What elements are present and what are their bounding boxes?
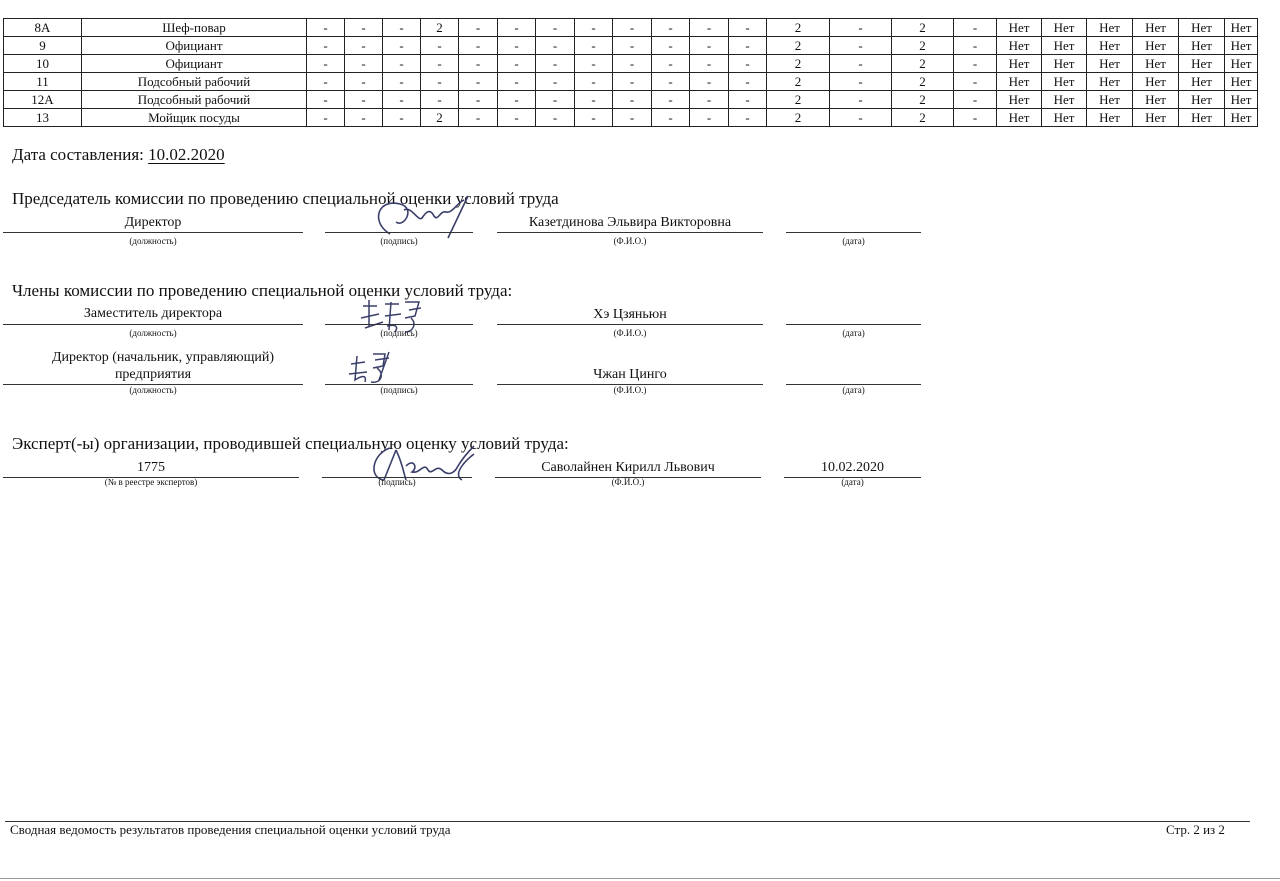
compile-date bbox=[12, 145, 225, 165]
member1-position-line bbox=[3, 324, 303, 325]
table-cell: - bbox=[729, 109, 767, 127]
footer-page-number: Стр. 2 из 2 bbox=[1166, 822, 1225, 837]
member1-date-caption: (дата) bbox=[842, 328, 865, 338]
chairman-name-caption: (Ф.И.О.) bbox=[613, 236, 647, 246]
table-cell: 2 bbox=[767, 109, 830, 127]
table-cell: Нет bbox=[1179, 55, 1225, 73]
table-cell: - bbox=[613, 55, 652, 73]
row-id-cell: 13 bbox=[4, 109, 82, 127]
table-cell: - bbox=[536, 91, 575, 109]
table-cell: - bbox=[459, 109, 498, 127]
table-cell: 2 bbox=[892, 55, 954, 73]
table-cell: - bbox=[613, 37, 652, 55]
row-id-cell: 11 bbox=[4, 73, 82, 91]
table-cell: - bbox=[421, 37, 459, 55]
table-cell: - bbox=[345, 109, 383, 127]
table-cell: Нет bbox=[1225, 19, 1258, 37]
member2-position-line2: предприятия bbox=[114, 367, 192, 382]
table-cell: - bbox=[498, 19, 536, 37]
table-cell: - bbox=[498, 37, 536, 55]
expert-date: 10.02.2020 bbox=[821, 460, 884, 475]
table-cell: - bbox=[498, 91, 536, 109]
table-cell: Нет bbox=[997, 37, 1042, 55]
table-cell: - bbox=[459, 91, 498, 109]
table-cell: - bbox=[954, 37, 997, 55]
table-cell: Нет bbox=[1225, 73, 1258, 91]
expert-registry-caption: (№ в реестре экспертов) bbox=[104, 477, 198, 487]
table-cell: - bbox=[690, 37, 729, 55]
chairman-name: Казетдинова Эльвира Викторовна bbox=[528, 215, 732, 230]
table-cell: Нет bbox=[1042, 19, 1087, 37]
table-cell: - bbox=[459, 55, 498, 73]
chairman-signature-line bbox=[325, 232, 473, 233]
table-cell: - bbox=[307, 109, 345, 127]
table-cell: - bbox=[652, 19, 690, 37]
table-cell: - bbox=[954, 73, 997, 91]
member2-name-caption: (Ф.И.О.) bbox=[613, 385, 647, 395]
table-cell: - bbox=[459, 73, 498, 91]
table-cell: - bbox=[307, 37, 345, 55]
table-cell: - bbox=[652, 37, 690, 55]
expert-heading: Эксперт(-ы) организации, проводившей специальную оценку условий труда: bbox=[12, 434, 569, 453]
table-cell: 2 bbox=[892, 37, 954, 55]
chairman-position: Директор bbox=[124, 215, 182, 230]
row-id-cell: 9 bbox=[4, 37, 82, 55]
expert-date-caption: (дата) bbox=[841, 477, 864, 487]
table-cell: Нет bbox=[997, 19, 1042, 37]
table-cell: - bbox=[421, 91, 459, 109]
table-row bbox=[4, 19, 1258, 37]
table-cell: Нет bbox=[997, 55, 1042, 73]
table-cell: - bbox=[307, 19, 345, 37]
table-cell: - bbox=[421, 55, 459, 73]
table-cell: Нет bbox=[1087, 91, 1133, 109]
table-cell: - bbox=[830, 73, 892, 91]
table-cell: - bbox=[383, 73, 421, 91]
table-cell: - bbox=[954, 19, 997, 37]
members-heading: Члены комиссии по проведению специальной оценки условий труда: bbox=[12, 281, 513, 300]
table-cell: - bbox=[307, 91, 345, 109]
table-cell: - bbox=[830, 55, 892, 73]
table-cell: - bbox=[652, 91, 690, 109]
table-cell: - bbox=[830, 109, 892, 127]
table-cell: - bbox=[307, 55, 345, 73]
table-cell: Нет bbox=[1133, 91, 1179, 109]
table-cell: - bbox=[575, 73, 613, 91]
table-cell: Нет bbox=[1087, 55, 1133, 73]
table-cell: - bbox=[690, 109, 729, 127]
chairman-heading: Председатель комиссии по проведению специальной оценки условий труда bbox=[12, 189, 559, 208]
table-cell: - bbox=[613, 109, 652, 127]
table-cell: - bbox=[954, 91, 997, 109]
workplace-name-cell: Шеф-повар bbox=[82, 19, 307, 37]
expert-name: Саволайнен Кирилл Львович bbox=[541, 460, 715, 475]
table-cell: - bbox=[575, 19, 613, 37]
workplace-name-cell: Официант bbox=[82, 37, 307, 55]
table-cell: - bbox=[652, 109, 690, 127]
table-row bbox=[4, 73, 1258, 91]
table-cell: 2 bbox=[892, 91, 954, 109]
table-cell: - bbox=[652, 73, 690, 91]
chairman-signature-caption: (подпись) bbox=[380, 236, 418, 246]
member2-signature bbox=[345, 350, 415, 386]
table-cell: Нет bbox=[997, 73, 1042, 91]
compile-date-label: Дата составления: bbox=[12, 145, 144, 164]
page-bottom-edge bbox=[0, 878, 1280, 879]
member1-signature-caption: (подпись) bbox=[380, 328, 418, 338]
table-cell: - bbox=[383, 37, 421, 55]
table-cell: - bbox=[536, 73, 575, 91]
table-cell: - bbox=[345, 55, 383, 73]
table-cell: - bbox=[307, 73, 345, 91]
table-cell: - bbox=[383, 19, 421, 37]
table-row bbox=[4, 37, 1258, 55]
table-cell: - bbox=[830, 37, 892, 55]
table-cell: - bbox=[345, 19, 383, 37]
table-cell: Нет bbox=[1225, 91, 1258, 109]
table-cell: - bbox=[954, 109, 997, 127]
table-cell: - bbox=[690, 73, 729, 91]
table-cell: - bbox=[459, 19, 498, 37]
table-cell: 2 bbox=[892, 73, 954, 91]
table-cell: Нет bbox=[1042, 91, 1087, 109]
chairman-position-line bbox=[3, 232, 303, 233]
table-cell: - bbox=[690, 19, 729, 37]
table-cell: Нет bbox=[1133, 19, 1179, 37]
table-cell: - bbox=[536, 109, 575, 127]
table-cell: Нет bbox=[1087, 73, 1133, 91]
table-cell: 2 bbox=[767, 37, 830, 55]
table-cell: - bbox=[575, 109, 613, 127]
workplace-name-cell: Подсобный рабочий bbox=[82, 73, 307, 91]
table-cell: 2 bbox=[892, 109, 954, 127]
table-cell: - bbox=[536, 37, 575, 55]
footer-title: Сводная ведомость результатов проведения специальной оценки условий труда bbox=[10, 822, 451, 837]
table-cell: - bbox=[498, 55, 536, 73]
table-row bbox=[4, 109, 1258, 127]
chairman-name-line bbox=[497, 232, 763, 233]
table-cell: - bbox=[345, 37, 383, 55]
table-cell: Нет bbox=[1179, 19, 1225, 37]
table-cell: - bbox=[954, 55, 997, 73]
row-id-cell: 10 bbox=[4, 55, 82, 73]
row-id-cell: 12А bbox=[4, 91, 82, 109]
table-cell: 2 bbox=[767, 91, 830, 109]
member1-name-caption: (Ф.И.О.) bbox=[613, 328, 647, 338]
table-cell: - bbox=[729, 37, 767, 55]
table-row bbox=[4, 91, 1258, 109]
table-cell: - bbox=[536, 55, 575, 73]
table-cell: Нет bbox=[1133, 55, 1179, 73]
table-cell: - bbox=[729, 91, 767, 109]
member1-position-caption: (должность) bbox=[129, 328, 177, 338]
chairman-date-caption: (дата) bbox=[842, 236, 865, 246]
member1-date-line bbox=[786, 324, 921, 325]
table-cell: - bbox=[345, 73, 383, 91]
expert-signature-caption: (подпись) bbox=[378, 477, 416, 487]
table-cell: - bbox=[690, 55, 729, 73]
table-cell: - bbox=[830, 91, 892, 109]
table-cell: Нет bbox=[1225, 55, 1258, 73]
table-cell: - bbox=[729, 19, 767, 37]
table-cell: Нет bbox=[1087, 37, 1133, 55]
table-cell: - bbox=[536, 19, 575, 37]
member1-signature-line bbox=[325, 324, 473, 325]
table-cell: - bbox=[652, 55, 690, 73]
member2-position-caption: (должность) bbox=[129, 385, 177, 395]
table-cell: Нет bbox=[1087, 109, 1133, 127]
table-cell: - bbox=[729, 73, 767, 91]
table-cell: 2 bbox=[421, 109, 459, 127]
table-cell: - bbox=[421, 73, 459, 91]
table-cell: 2 bbox=[767, 73, 830, 91]
table-cell: Нет bbox=[997, 91, 1042, 109]
table-cell: Нет bbox=[1042, 37, 1087, 55]
table-cell: - bbox=[459, 37, 498, 55]
member2-date-caption: (дата) bbox=[842, 385, 865, 395]
table-cell: - bbox=[383, 55, 421, 73]
table-cell: Нет bbox=[1133, 37, 1179, 55]
table-cell: Нет bbox=[1042, 55, 1087, 73]
chairman-position-caption: (должность) bbox=[129, 236, 177, 246]
table-cell: Нет bbox=[1179, 109, 1225, 127]
table-cell: 2 bbox=[767, 19, 830, 37]
member2-name: Чжан Цинго bbox=[593, 367, 667, 382]
member1-position: Заместитель директора bbox=[83, 306, 223, 321]
table-cell: 2 bbox=[767, 55, 830, 73]
table-cell: - bbox=[383, 109, 421, 127]
table-cell: - bbox=[613, 19, 652, 37]
table-cell: 2 bbox=[421, 19, 459, 37]
member1-name-line bbox=[497, 324, 763, 325]
table-cell: - bbox=[345, 91, 383, 109]
results-table bbox=[3, 18, 1258, 127]
table-cell: - bbox=[383, 91, 421, 109]
row-id-cell: 8A bbox=[4, 19, 82, 37]
table-cell: Нет bbox=[1179, 73, 1225, 91]
table-cell: Нет bbox=[1087, 19, 1133, 37]
table-cell: Нет bbox=[1225, 37, 1258, 55]
table-row bbox=[4, 55, 1258, 73]
table-cell: - bbox=[729, 55, 767, 73]
chairman-date-line bbox=[786, 232, 921, 233]
expert-registry-number: 1775 bbox=[137, 460, 165, 475]
table-cell: Нет bbox=[1133, 109, 1179, 127]
member2-signature-caption: (подпись) bbox=[380, 385, 418, 395]
table-cell: - bbox=[613, 73, 652, 91]
table-cell: - bbox=[575, 55, 613, 73]
table-cell: Нет bbox=[1042, 73, 1087, 91]
table-cell: Нет bbox=[1225, 109, 1258, 127]
table-cell: - bbox=[498, 73, 536, 91]
table-cell: - bbox=[690, 91, 729, 109]
table-cell: - bbox=[575, 91, 613, 109]
workplace-name-cell: Мойщик посуды bbox=[82, 109, 307, 127]
workplace-name-cell: Подсобный рабочий bbox=[82, 91, 307, 109]
table-cell: - bbox=[613, 91, 652, 109]
table-cell: - bbox=[575, 37, 613, 55]
table-cell: 2 bbox=[892, 19, 954, 37]
member2-position-line1: Директор (начальник, управляющий) bbox=[51, 350, 275, 365]
table-cell: - bbox=[498, 109, 536, 127]
expert-name-caption: (Ф.И.О.) bbox=[611, 477, 645, 487]
chairman-signature bbox=[360, 192, 480, 242]
table-cell: Нет bbox=[1133, 73, 1179, 91]
table-cell: Нет bbox=[1179, 37, 1225, 55]
table-cell: Нет bbox=[1179, 91, 1225, 109]
table-cell: - bbox=[830, 19, 892, 37]
table-cell: Нет bbox=[1042, 109, 1087, 127]
member1-name: Хэ Цзяньюн bbox=[593, 307, 667, 322]
table-cell: Нет bbox=[997, 109, 1042, 127]
compile-date-value: 10.02.2020 bbox=[148, 145, 225, 164]
workplace-name-cell: Официант bbox=[82, 55, 307, 73]
